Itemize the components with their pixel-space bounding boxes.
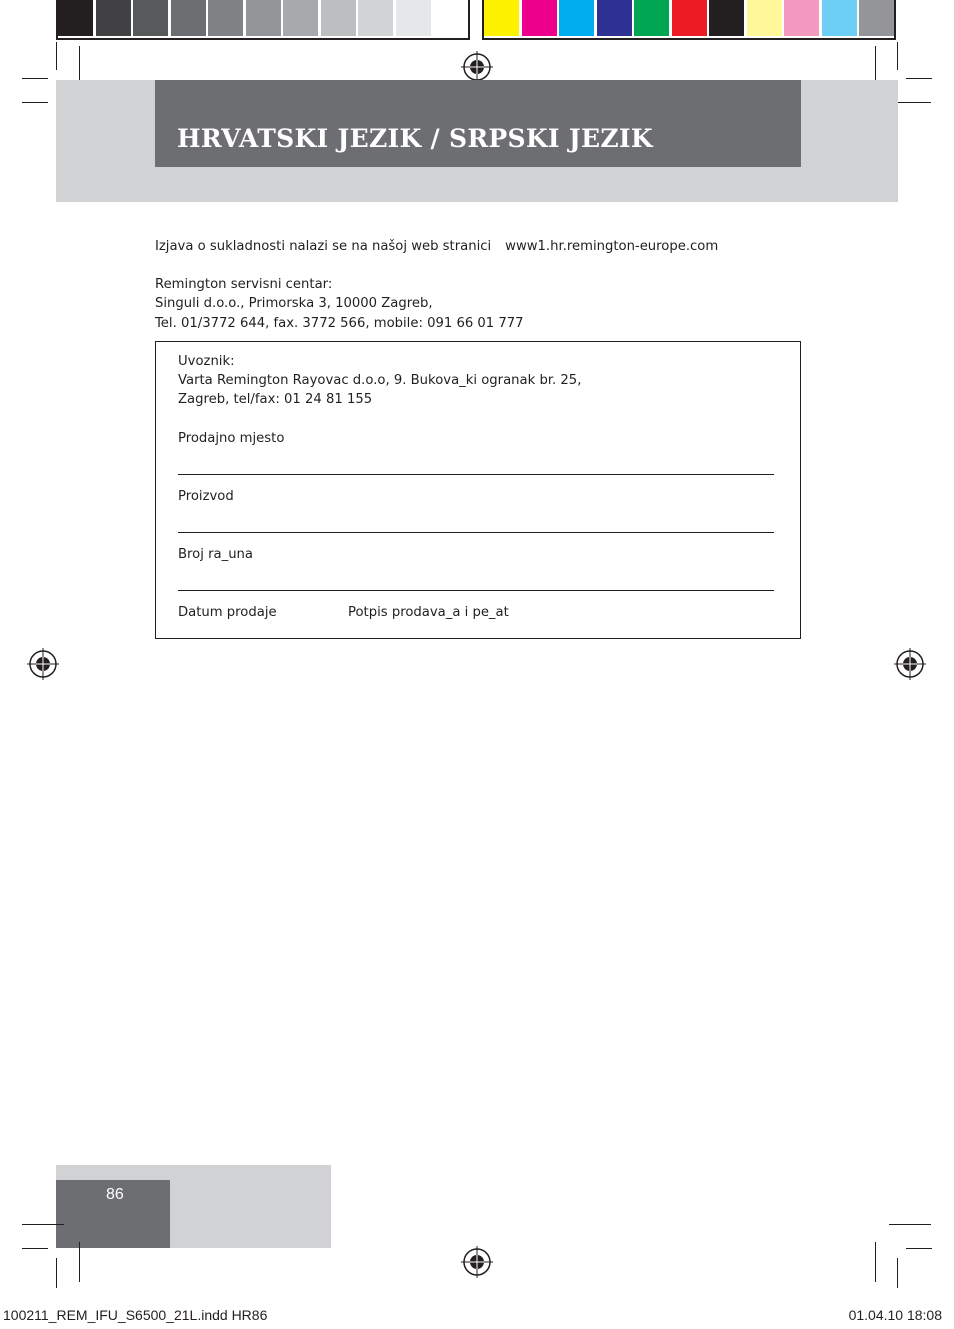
service-center-address: Singuli d.o.o., Primorska 3, 10000 Zagreb, bbox=[155, 296, 433, 312]
declaration-text: Izjava o sukladnosti nalazi se na našoj web stranici bbox=[155, 239, 492, 254]
registration-mark-icon bbox=[461, 1246, 493, 1278]
color-swatch bbox=[283, 0, 318, 36]
crop-mark bbox=[906, 1248, 932, 1249]
service-center-block bbox=[155, 275, 524, 333]
color-swatch bbox=[171, 0, 206, 36]
place-of-sale-label: Prodajno mjesto bbox=[178, 431, 285, 446]
page-title: HRVATSKI JEZIK / SRPSKI JEZIK bbox=[177, 124, 653, 153]
declaration-line bbox=[155, 237, 718, 256]
service-center-title: Remington servisni centar: bbox=[155, 277, 333, 292]
color-swatch bbox=[484, 0, 519, 36]
color-swatch bbox=[634, 0, 669, 36]
color-swatch bbox=[672, 0, 707, 36]
crop-mark bbox=[875, 1242, 876, 1282]
product-field[interactable] bbox=[178, 532, 774, 533]
declaration-url[interactable]: www1.hr.remington-europe.com bbox=[505, 239, 719, 254]
color-swatch bbox=[96, 0, 131, 36]
crop-mark bbox=[56, 42, 57, 70]
grayscale-color-bar bbox=[56, 0, 470, 40]
color-swatch bbox=[747, 0, 782, 36]
date-of-sale-label: Datum prodaje bbox=[178, 605, 277, 620]
color-swatch bbox=[433, 0, 468, 36]
color-swatch bbox=[133, 0, 168, 36]
color-swatch bbox=[208, 0, 243, 36]
color-swatch bbox=[822, 0, 857, 36]
crop-mark bbox=[889, 1224, 931, 1225]
color-swatch bbox=[784, 0, 819, 36]
page-number: 86 bbox=[106, 1186, 124, 1203]
process-color-bar bbox=[482, 0, 896, 40]
place-of-sale-field[interactable] bbox=[178, 474, 774, 475]
registration-mark-icon bbox=[461, 51, 493, 83]
product-label: Proizvod bbox=[178, 489, 234, 504]
crop-mark bbox=[22, 102, 48, 103]
warranty-card bbox=[155, 341, 801, 639]
color-swatch bbox=[522, 0, 557, 36]
color-swatch bbox=[358, 0, 393, 36]
importer-contact: Zagreb, tel/fax: 01 24 81 155 bbox=[178, 392, 373, 407]
color-swatch bbox=[597, 0, 632, 36]
crop-mark bbox=[897, 1258, 898, 1288]
title-box bbox=[155, 80, 801, 167]
importer-address: Varta Remington Rayovac d.o.o, 9. Bukova_ki ogranak br. 25, bbox=[178, 373, 582, 388]
slug-file-info: 100211_REM_IFU_S6500_21L.indd HR86 bbox=[3, 1307, 268, 1323]
crop-mark bbox=[79, 1242, 80, 1282]
slug-date-time: 01.04.10 18:08 bbox=[848, 1307, 942, 1323]
invoice-number-label: Broj ra_una bbox=[178, 547, 253, 562]
color-swatch bbox=[709, 0, 744, 36]
color-swatch bbox=[396, 0, 431, 36]
color-swatch bbox=[559, 0, 594, 36]
crop-mark bbox=[56, 1258, 57, 1288]
registration-mark-icon bbox=[27, 648, 59, 680]
seller-signature-label: Potpis prodava_a i pe_at bbox=[348, 605, 509, 620]
crop-mark bbox=[897, 42, 898, 70]
crop-mark bbox=[906, 78, 932, 79]
crop-mark bbox=[22, 1248, 48, 1249]
service-center-phone: Tel. 01/3772 644, fax. 3772 566, mobile: 091 66 01 777 bbox=[155, 315, 524, 331]
crop-mark bbox=[22, 78, 48, 79]
color-swatch bbox=[58, 0, 93, 36]
color-swatch bbox=[321, 0, 356, 36]
importer-label: Uvoznik: bbox=[178, 354, 235, 369]
color-swatch bbox=[859, 0, 894, 36]
color-swatch bbox=[246, 0, 281, 36]
invoice-number-field[interactable] bbox=[178, 590, 774, 591]
registration-mark-icon bbox=[894, 648, 926, 680]
page-number-box bbox=[56, 1180, 170, 1248]
crop-mark bbox=[22, 1224, 64, 1225]
